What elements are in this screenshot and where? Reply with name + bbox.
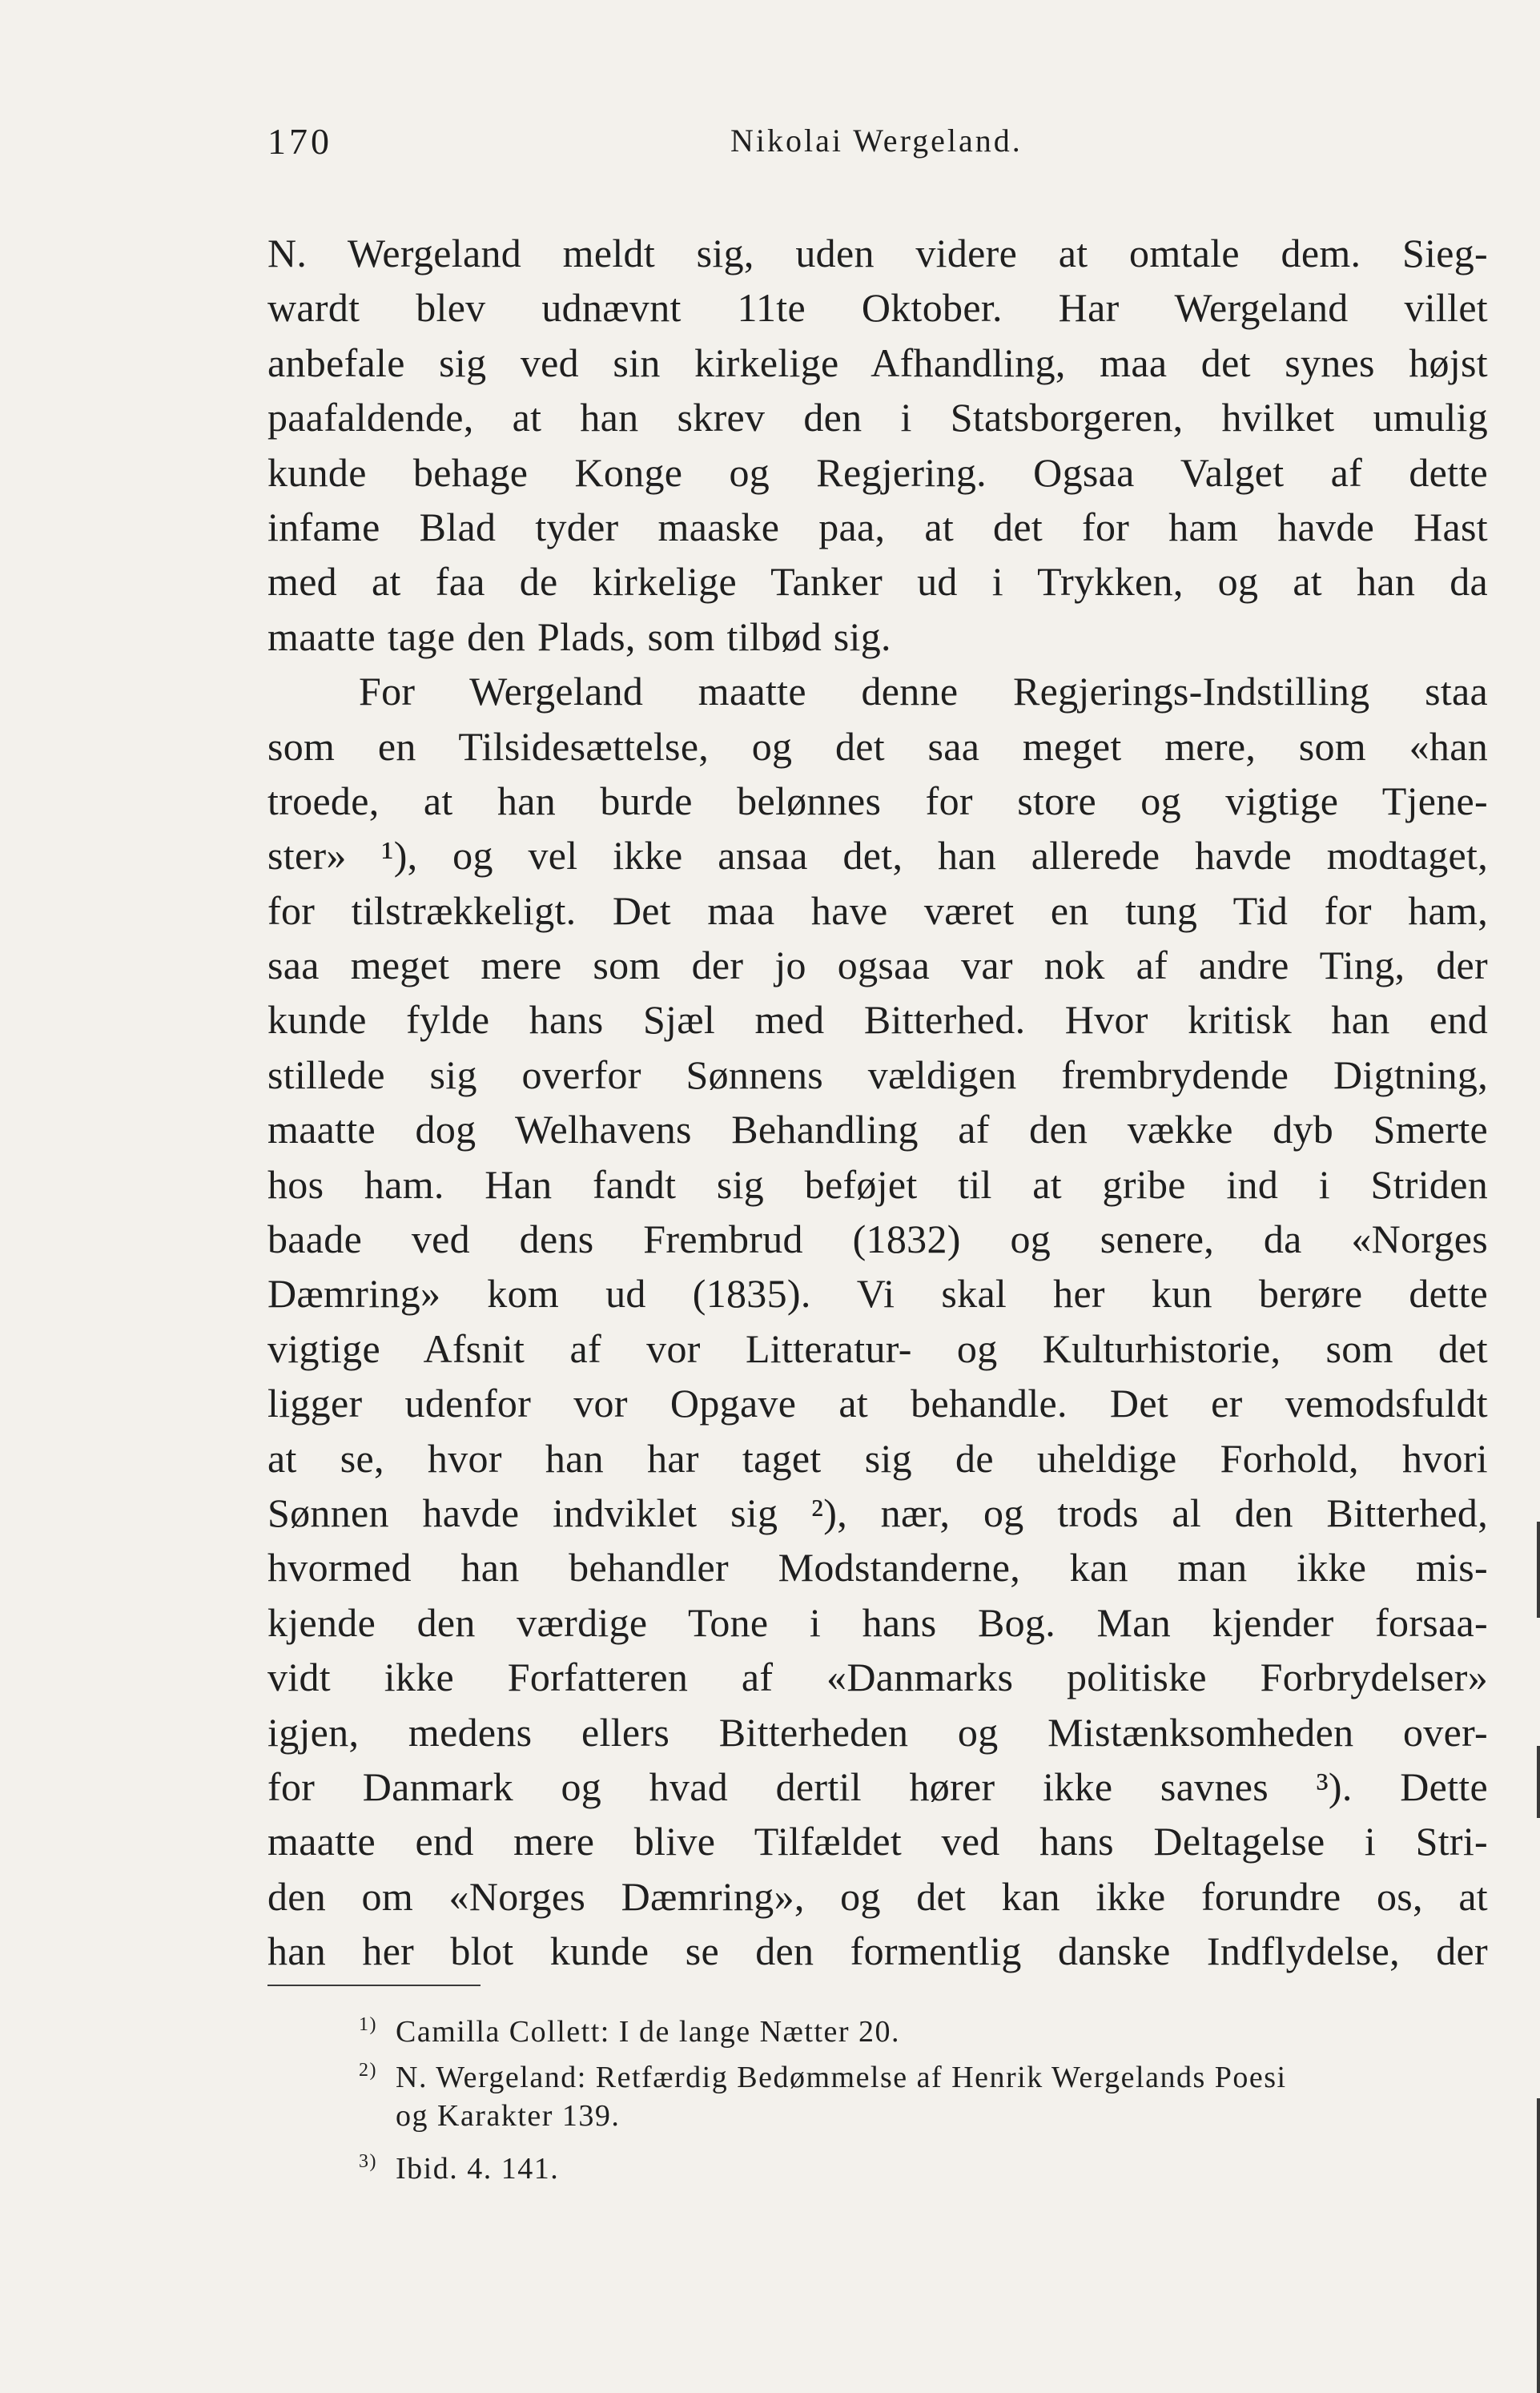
text-line: infame Blad tyder maaske paa, at det for ham havde Hast <box>267 504 1488 549</box>
footnote-text: N. Wergeland: Retfærdig Bedømmelse af Henrik Wergelands Poesi <box>396 2061 1287 2094</box>
footnotes <box>359 2002 1488 2185</box>
text-line: vigtige Afsnit af vor Litteratur- og Kulturhistorie, som det <box>267 1325 1488 1371</box>
text-line: vidt ikke Forfatteren af «Danmarks politiske Forbrydelser» <box>267 1655 1488 1700</box>
text-line: wardt blev udnævnt 11te Oktober. Har Wergeland villet <box>267 285 1488 331</box>
text-line: anbefale sig ved sin kirkelige Afhandling, maa det synes højst <box>267 340 1488 385</box>
text-line: den om «Norges Dæmring», og det kan ikke forundre os, at <box>267 1873 1488 1919</box>
text-line: maatte tage den Plads, som tilbød sig. <box>267 613 891 659</box>
text-line: for Danmark og hvad dertil hører ikke savnes ³). Dette <box>267 1764 1488 1809</box>
footnote-continuation <box>359 2093 1488 2139</box>
footnote <box>359 2048 1488 2093</box>
page-edge-mark <box>1537 1746 1540 1818</box>
text-line: at se, hvor han har taget sig de uheldige Forhold, hvori <box>267 1435 1488 1481</box>
text-line: saa meget mere som der jo ogsaa var nok af andre Ting, der <box>267 943 1488 988</box>
footnote-marker: 3) <box>359 2151 377 2172</box>
text-line: han her blot kunde se den formentlig danske Indflydelse, der <box>267 1928 1488 1974</box>
text-line: For Wergeland maatte denne Regjerings-Indstilling staa <box>359 669 1488 714</box>
text-line: ligger udenfor vor Opgave at behandle. Det er vemodsfuldt <box>267 1381 1488 1426</box>
footnote-text: Ibid. 4. 141. <box>396 2152 560 2186</box>
footnote <box>359 2002 1488 2048</box>
text-line: paafaldende, at han skrev den i Statsborgeren, hvilket umulig <box>267 395 1488 440</box>
text-line: som en Tilsidesættelse, og det saa meget mere, som «han <box>267 723 1488 769</box>
text-line: igjen, medens ellers Bitterheden og Mistænksomheden over- <box>267 1709 1488 1755</box>
body-text <box>267 226 1488 1979</box>
text-line: kjende den værdige Tone i hans Bog. Man kjender forsaa- <box>267 1599 1488 1645</box>
footnote <box>359 2139 1488 2185</box>
text-line: kunde behage Konge og Regjering. Ogsaa Valget af dette <box>267 449 1488 495</box>
footnote-marker: 1) <box>359 2014 377 2035</box>
text-line: for tilstrækkeligt. Det maa have været en tung Tid for ham, <box>267 887 1488 933</box>
text-line: baade ved dens Frembrud (1832) og senere, da «Norges <box>267 1217 1488 1262</box>
page-number: 170 <box>267 121 332 162</box>
text-line: Dæmring» kom ud (1835). Vi skal her kun berøre dette <box>267 1271 1488 1317</box>
text-line: med at faa de kirkelige Tanker ud i Trykken, og at han da <box>267 559 1488 605</box>
page-edge-mark <box>1537 2098 1540 2393</box>
text-line: ster» ¹), og vel ikke ansaa det, han allerede havde modtaget, <box>267 833 1488 879</box>
running-title: Nikolai Wergeland. <box>730 123 1023 159</box>
page-edge-mark <box>1537 1522 1540 1618</box>
footnote-text: og Karakter 139. <box>396 2099 621 2133</box>
text-line: Sønnen havde indviklet sig ²), nær, og trods al den Bitterhed, <box>267 1490 1488 1535</box>
footnote-marker: 2) <box>359 2060 377 2081</box>
text-line: hvormed han behandler Modstanderne, kan man ikke mis- <box>267 1545 1488 1591</box>
text-line: maatte dog Welhavens Behandling af den vække dyb Smerte <box>267 1107 1488 1152</box>
text-line: N. Wergeland meldt sig, uden videre at omtale dem. Sieg- <box>267 231 1488 275</box>
text-line: maatte end mere blive Tilfældet ved hans Deltagelse i Stri- <box>267 1819 1488 1864</box>
text-line: stillede sig overfor Sønnens vældigen frembrydende Digtning, <box>267 1052 1488 1097</box>
footnote-divider <box>267 1985 480 1986</box>
footnote-text: Camilla Collett: I de lange Nætter 20. <box>396 2015 901 2049</box>
text-line: kunde fylde hans Sjæl med Bitterhed. Hvor kritisk han end <box>267 997 1488 1043</box>
page-header <box>267 120 1522 176</box>
text-line: troede, at han burde belønnes for store og vigtige Tjene- <box>267 778 1488 823</box>
text-line: hos ham. Han fandt sig beføjet til at gribe ind i Striden <box>267 1161 1488 1207</box>
